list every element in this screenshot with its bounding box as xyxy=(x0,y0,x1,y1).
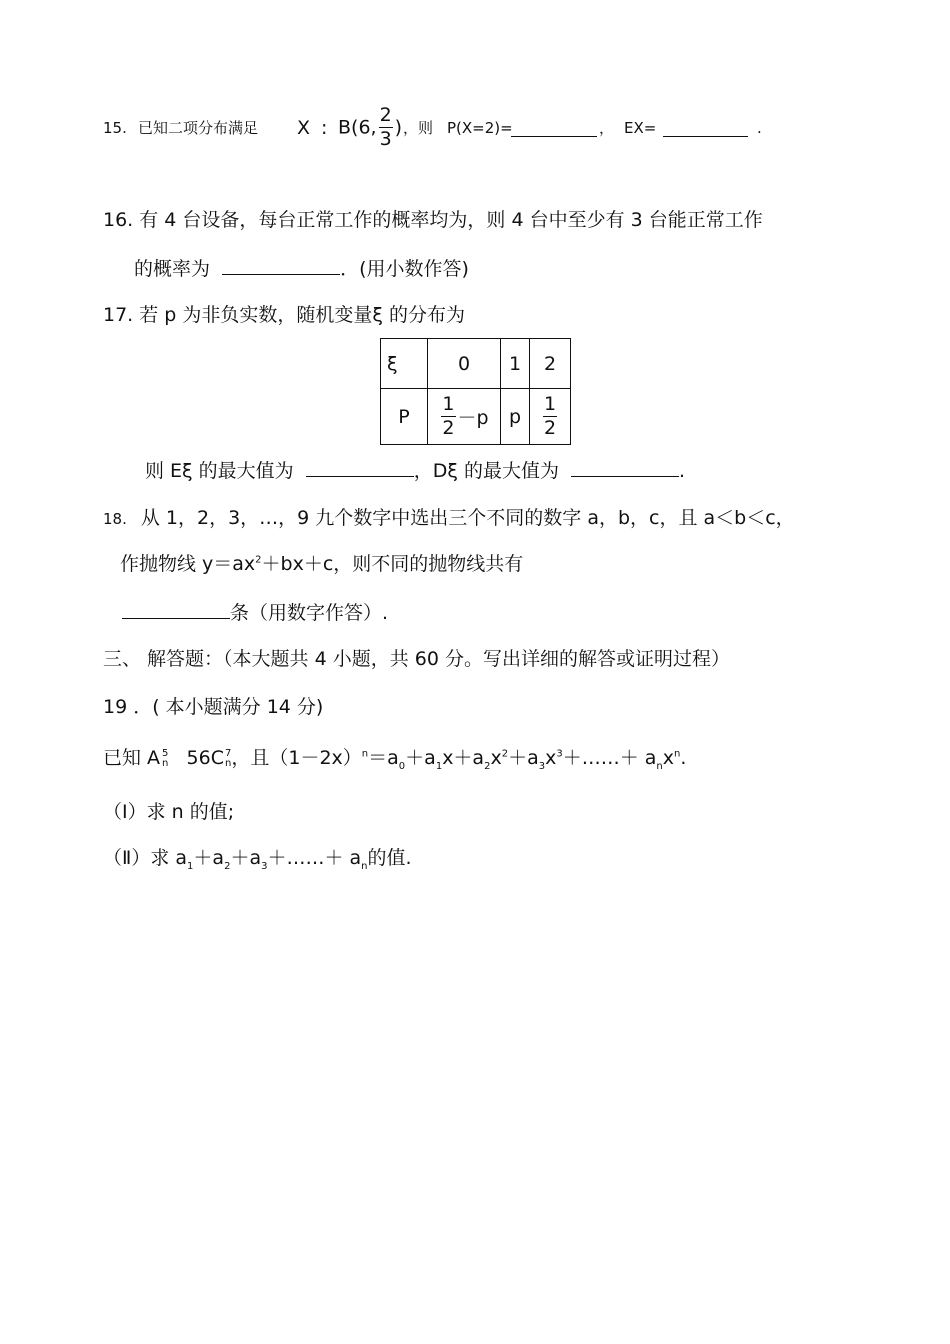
fraction-two-thirds: $\frac{2}{3}$ xyxy=(379,104,392,150)
table-cell-half-minus-p: $\frac{1}{2}$ －p xyxy=(428,389,501,445)
question-18-line-3: 条（用数字作答）. xyxy=(122,600,388,625)
question-19-statement: 已知 A 5 n 56C 7 n ，且$(1-2x)^n=a_0+a_1x+a_2x^2+a_3x^3+\dots\dots+ a_nx^n$. xyxy=(103,747,687,772)
question-19-part-2: （Ⅱ）求 $a_1+a_2+a_3+\dots\dots+ a_n$的值. xyxy=(103,847,412,872)
q15-x: X xyxy=(297,117,311,139)
q15-then: ，则 xyxy=(403,119,434,137)
q18-answer-blank[interactable] xyxy=(122,600,230,619)
question-16-line-1: 16. 有 4 台设备，每台正常工作的概率均为，则 4 台中至少有 3 台能正常工作 xyxy=(103,209,763,231)
q15-p-label: P(X=2)= xyxy=(447,119,513,137)
question-18-line-1: 18. 从 1，2，3，…，9 九个数字中选出三个不同的数字 a，b，c，且 a＜b＜c， xyxy=(103,507,795,529)
distribution-table xyxy=(380,338,571,445)
q15-comma: ， xyxy=(599,119,615,137)
fraction-one-half: $\frac{1}{2}$ xyxy=(543,393,557,439)
q15-binomial: B(6, $\frac{2}{3}$ ) xyxy=(338,104,403,150)
question-16-line-2: 的概率为 ．(用小数作答) xyxy=(134,258,469,280)
table-row xyxy=(381,389,571,445)
question-17-line-1: 17. 若 p 为非负实数，随机变量ξ 的分布为 xyxy=(103,304,466,326)
q15-text: 已知二项分布满足 xyxy=(138,119,259,137)
question-19-title: 19 ．( 本小题满分 14 分) xyxy=(103,696,324,718)
q16-answer-blank[interactable] xyxy=(222,256,340,275)
table-cell-0: 0 xyxy=(428,339,501,389)
q15-colon: : xyxy=(321,117,328,139)
q17-answer-blank-2[interactable] xyxy=(571,458,679,477)
table-cell-p-label: P xyxy=(381,389,428,445)
question-18-line-2: 作抛物线 $y=ax^2+bx+c$，则不同的抛物线共有 xyxy=(120,553,524,575)
q15-ex-label: EX= xyxy=(624,119,657,137)
table-cell-1: 1 xyxy=(501,339,530,389)
table-cell-2: 2 xyxy=(530,339,571,389)
table-cell-p: p xyxy=(501,389,530,445)
table-cell-xi: ξ xyxy=(381,339,428,389)
q15-answer-blank-1[interactable] xyxy=(511,118,597,137)
section-3-heading: 三、 解答题：（本大题共 4 小题，共 60 分。写出详细的解答或证明过程） xyxy=(103,648,730,670)
question-17-line-2: 则 Eξ 的最大值为 ，Dξ 的最大值为 . xyxy=(145,460,686,482)
fraction-one-half: $\frac{1}{2}$ xyxy=(442,393,455,439)
q17-answer-blank-1[interactable] xyxy=(306,458,414,477)
q18-number: 18. xyxy=(103,510,127,528)
question-19-part-1: （Ⅰ）求 n 的值; xyxy=(103,801,235,823)
q15-number: 15. xyxy=(103,119,127,137)
q15-answer-blank-2[interactable] xyxy=(663,118,748,137)
table-row xyxy=(381,339,571,389)
table-cell-half xyxy=(530,389,571,445)
q15-period: . xyxy=(757,119,762,137)
